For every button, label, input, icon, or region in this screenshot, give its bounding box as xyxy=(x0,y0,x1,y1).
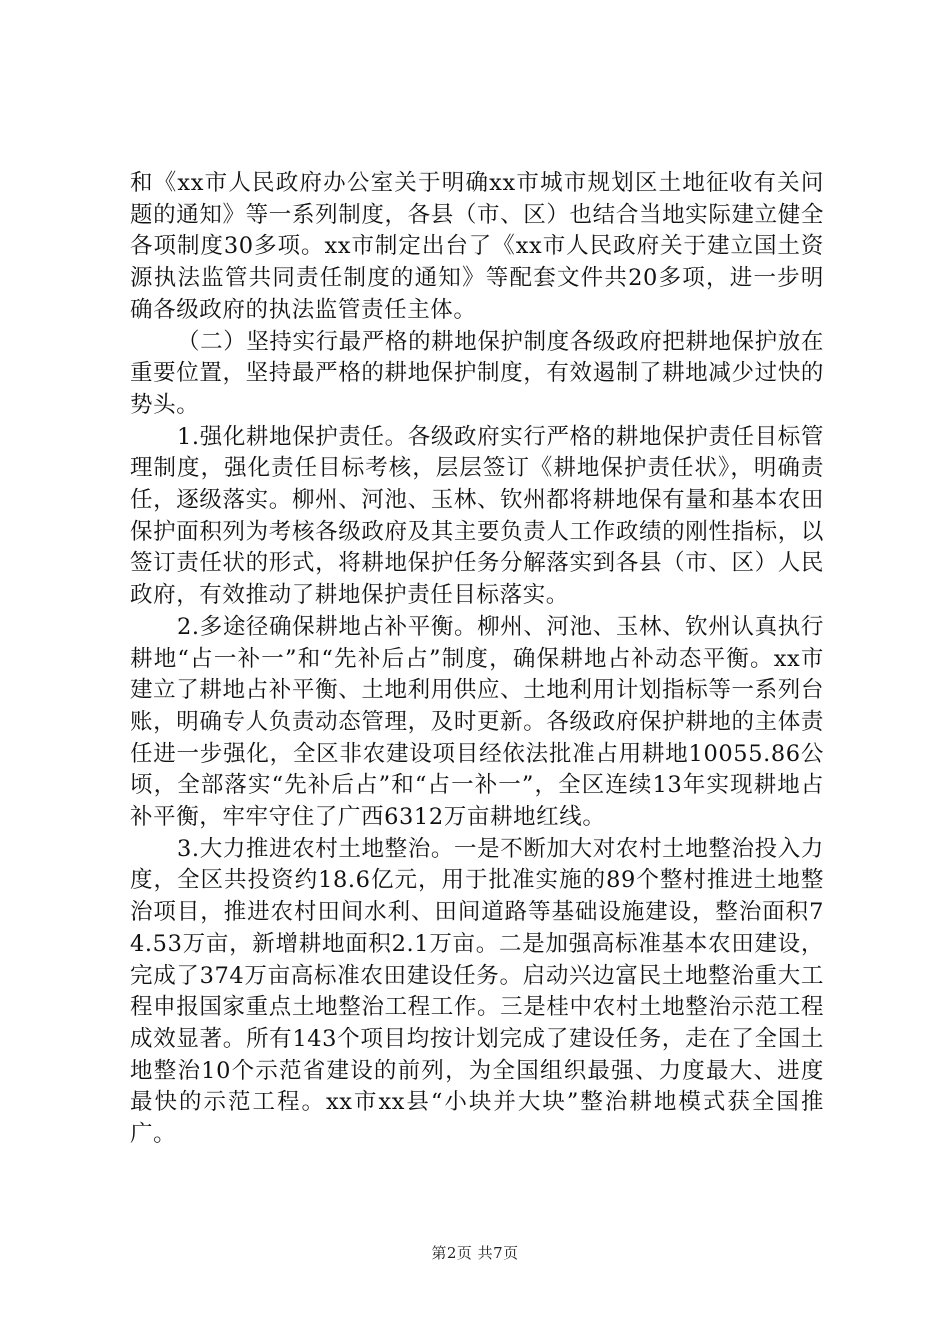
document-body xyxy=(130,168,824,1151)
paragraph-section-two-heading: （二）坚持实行最严格的耕地保护制度各级政府把耕地保护放在重要位置，坚持最严格的耕地保护制度，有效遏制了耕地减少过快的势头。 xyxy=(130,328,824,418)
paragraph-item-one: 1.强化耕地保护责任。各级政府实行严格的耕地保护责任目标管理制度，强化责任目标考核，层层签订《耕地保护责任状》，明确责任，逐级落实。柳州、河池、玉林、钦州都将耕地保有量和基本农田保护面积列为考核各级政府及其主要负责人工作政绩的刚性指标，以签订责任状的形式，将耕地保护任务分解落实到各县（市、区）人民政府，有效推动了耕地保护责任目标落实。 xyxy=(130,423,824,609)
page-number-footer: 第2页 共7页 xyxy=(431,1244,519,1262)
paragraph-item-three: 3.大力推进农村土地整治。一是不断加大对农村土地整治投入力度，全区共投资约18.6亿元，用于批准实施的89个整村推进土地整治项目，推进农村田间水利、田间道路等基础设施建设，整治面积74.53万亩，新增耕地面积2.1万亩。二是加强高标准基本农田建设，完成了374万亩高标准农田建设任务。启动兴边富民土地整治重大工程申报国家重点土地整治工程工作。三是桂中农村土地整治示范工程成效显著。所有143个项目均按计划完成了建设任务，走在了全国土地整治10个示范省建设的前列，为全国组织最强、力度最大、进度最快的示范工程。xx市xx县“小块并大块”整治耕地模式获全国推广。 xyxy=(130,835,824,1148)
paragraph-regulations-continued: 和《xx市人民政府办公室关于明确xx市城市规划区土地征收有关问题的通知》等一系列制度，各县（市、区）也结合当地实际建立健全各项制度30多项。xx市制定出台了《xx市人民政府关于建立国土资源执法监管共同责任制度的通知》等配套文件共20多项，进一步明确各级政府的执法监管责任主体。 xyxy=(130,170,824,323)
paragraph-item-two: 2.多途径确保耕地占补平衡。柳州、河池、玉林、钦州认真执行耕地“占一补一”和“先补后占”制度，确保耕地占补动态平衡。xx市建立了耕地占补平衡、土地利用供应、土地利用计划指标等一系列台账，明确专人负责动态管理，及时更新。各级政府保护耕地的主体责任进一步强化，全区非农建设项目经依法批准占用耕地10055.86公顷，全部落实“先补后占”和“占一补一”，全区连续13年实现耕地占补平衡，牢牢守住了广西6312万亩耕地红线。 xyxy=(130,613,824,831)
